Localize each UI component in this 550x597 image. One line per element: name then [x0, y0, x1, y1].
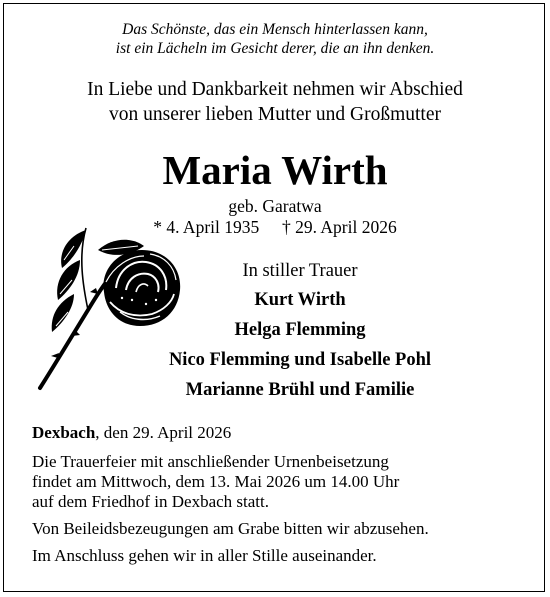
memorial-quote-line-1: Das Schönste, das ein Mensch hinterlassen kann, [122, 21, 428, 38]
birth-name: geb. Garatwa [228, 196, 322, 216]
condolence-note: Von Beileidsbezeugungen am Grabe bitten wir abzusehen. [32, 519, 429, 538]
mourner-name: Nico Flemming und Isabelle Pohl [168, 350, 432, 370]
place: Dexbach [32, 423, 96, 442]
mourner-name: Helga Flemming [234, 320, 366, 340]
mourner-name: Kurt Wirth [254, 290, 346, 310]
death-date: † 29. April 2026 [282, 217, 397, 237]
memorial-quote-line-2: ist ein Lächeln im Gesicht derer, die an ihn denken. [115, 40, 435, 57]
intro-line-2: von unserer lieben Mutter und Großmutter [109, 104, 441, 125]
deceased-name: Maria Wirth [162, 147, 388, 193]
funeral-info-line-3: auf dem Friedhof in Dexbach statt. [32, 492, 269, 511]
date: , den 29. April 2026 [95, 423, 232, 442]
funeral-info-line-1: Die Trauerfeier mit anschließender Urnenbeisetzung [32, 452, 389, 471]
mourning-heading: In stiller Trauer [242, 261, 358, 281]
intro-line-1: In Liebe und Dankbarkeit nehmen wir Abschied [87, 79, 463, 100]
funeral-info-line-2: findet am Mittwoch, dem 13. Mai 2026 um 14.00 Uhr [32, 472, 400, 491]
farewell-note: Im Anschluss gehen wir in aller Stille auseinander. [32, 546, 377, 565]
mourner-name: Marianne Brühl und Familie [185, 380, 415, 400]
birth-date: * 4. April 1935 [153, 217, 260, 237]
place-date [32, 423, 231, 443]
